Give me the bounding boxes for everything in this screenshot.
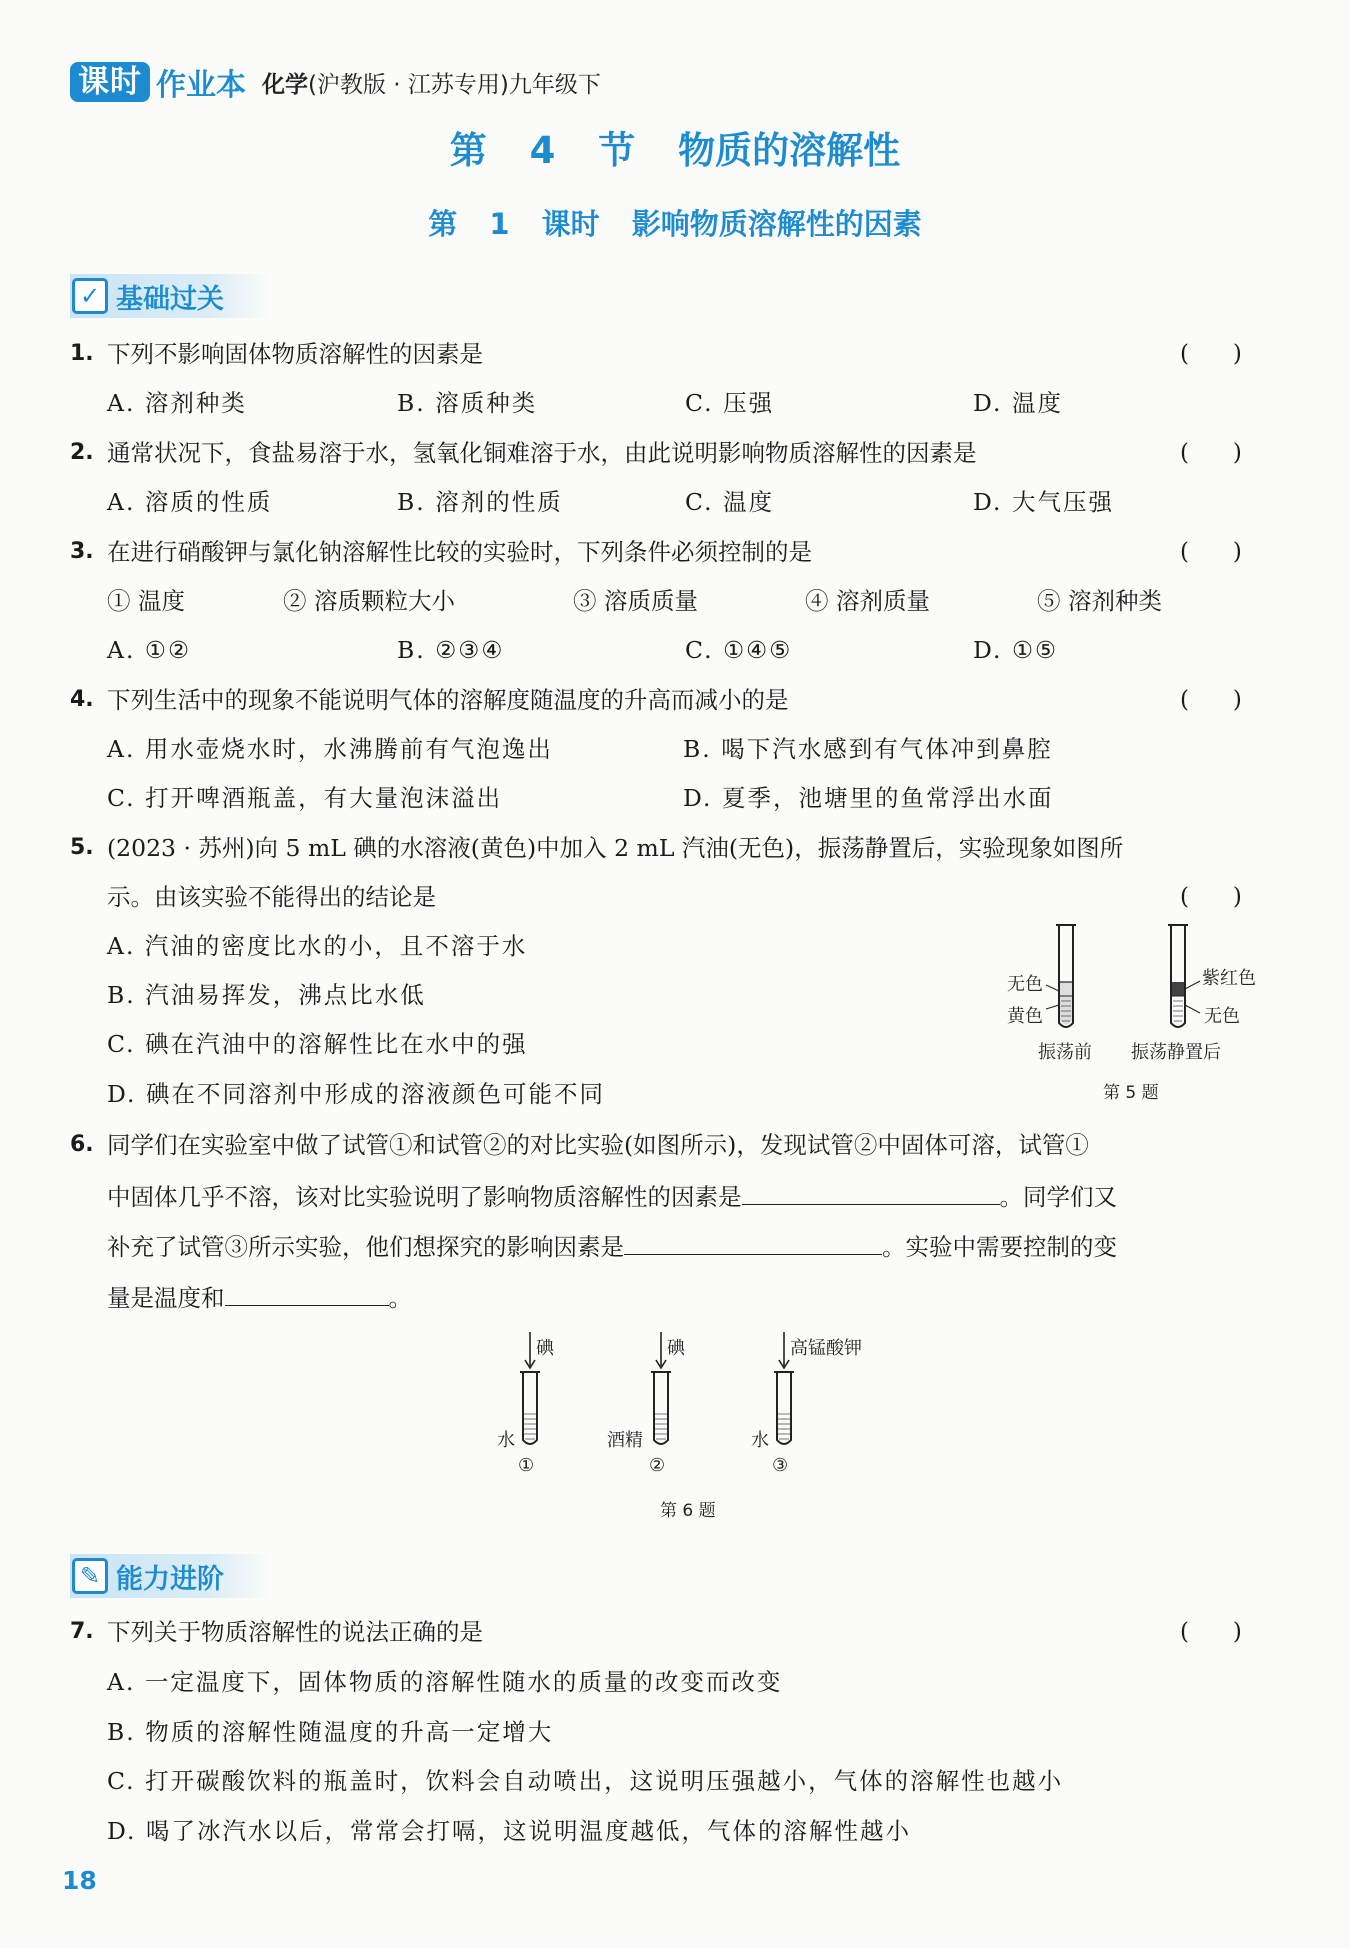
pencil-icon: ✎ <box>72 1558 108 1594</box>
logo-box: 课时 <box>70 62 150 102</box>
q6-line2-text: 中固体几乎不溶，该对比实验说明了影响物质溶解性的因素是 <box>107 1183 742 1211</box>
q6-line3-end: 。实验中需要控制的变 <box>882 1233 1117 1261</box>
q5-label-colorless-2: 无色 <box>1204 1006 1240 1027</box>
q4-number: 4. <box>70 687 94 712</box>
q6-line4-text: 量是温度和 <box>107 1284 225 1312</box>
q3-option-b: B. ②③④ <box>397 636 505 664</box>
q5-tube-before <box>1046 925 1076 1027</box>
q4-stem: 下列生活中的现象不能说明气体的溶解度随温度的升高而减小的是 <box>107 686 789 714</box>
q6-tube2-label: 碘 <box>667 1338 685 1359</box>
q6-line3 <box>107 1229 1117 1263</box>
q5-caption-before: 振荡前 <box>1038 1042 1092 1063</box>
q5-caption-after: 振荡静置后 <box>1131 1042 1221 1063</box>
section-title: 第 4 节 物质的溶解性 <box>449 129 901 172</box>
q3-item-1: ① 温度 <box>107 587 185 615</box>
q6-tube1-label: 碘 <box>536 1338 554 1359</box>
q5-stem-line1: (2023 · 苏州)向 5 mL 碘的水溶液(黄色)中加入 2 mL 汽油(无色)，振荡静置后，实验现象如图所 <box>107 834 1124 862</box>
q6-blank-1[interactable] <box>742 1179 1000 1205</box>
q6-line2-end: 。同学们又 <box>999 1183 1117 1211</box>
q1-option-b: B. 溶质种类 <box>397 389 538 417</box>
banner-basic-label: 基础过关 <box>116 283 224 315</box>
page-number: 18 <box>62 1866 97 1895</box>
q3-item-4: ④ 溶剂质量 <box>805 587 930 615</box>
q6-tube1-number: ① <box>518 1455 535 1476</box>
q1-option-d: D. 温度 <box>973 389 1063 417</box>
q6-line4 <box>107 1280 412 1314</box>
q1-option-a: A. 溶剂种类 <box>107 389 247 417</box>
banner-advanced-label: 能力进阶 <box>116 1563 224 1595</box>
q3-option-a: A. ①② <box>107 636 192 664</box>
q4-option-b: B. 喝下汽水感到有气体冲到鼻腔 <box>683 735 1053 763</box>
logo-text: 作业本 <box>156 68 246 103</box>
subject-bold: 化学 <box>262 71 308 98</box>
q4-option-c: C. 打开啤酒瓶盖，有大量泡沫溢出 <box>107 784 503 812</box>
subject-rest: (沪教版 · 江苏专用)九年级下 <box>308 71 601 98</box>
q5-figure-caption: 第 5 题 <box>1103 1083 1159 1103</box>
q6-tube3-solvent: 水 <box>751 1430 769 1451</box>
q6-number: 6. <box>70 1132 94 1157</box>
q3-option-c: C. ①④⑤ <box>685 636 793 664</box>
q5-stem-line2: 示。由该实验不能得出的结论是 <box>107 883 436 911</box>
lesson-title: 第 1 课时 影响物质溶解性的因素 <box>428 207 922 241</box>
q6-tube1-solvent: 水 <box>497 1430 515 1451</box>
q2-option-d: D. 大气压强 <box>973 488 1114 516</box>
q2-answer-paren: ( ) <box>1180 440 1242 466</box>
q5-option-c: C. 碘在汽油中的溶解性比在水中的强 <box>107 1030 528 1058</box>
q4-option-d: D. 夏季，池塘里的鱼常浮出水面 <box>683 784 1054 812</box>
banner-basic <box>70 274 270 318</box>
page-header <box>70 60 601 104</box>
q1-stem: 下列不影响固体物质溶解性的因素是 <box>107 340 483 368</box>
q4-option-a: A. 用水壶烧水时，水沸腾前有气泡逸出 <box>107 735 553 763</box>
q2-option-c: C. 温度 <box>685 488 775 516</box>
q6-tube3-number: ③ <box>772 1455 789 1476</box>
q7-stem: 下列关于物质溶解性的说法正确的是 <box>107 1618 483 1646</box>
q3-option-d: D. ①⑤ <box>973 636 1059 664</box>
q1-option-c: C. 压强 <box>685 389 775 417</box>
q5-option-b: B. 汽油易挥发，沸点比水低 <box>107 981 426 1009</box>
q7-option-c: C. 打开碳酸饮料的瓶盖时，饮料会自动喷出，这说明压强越小，气体的溶解性也越小 <box>107 1767 1064 1795</box>
q5-label-colorless: 无色 <box>1007 974 1043 995</box>
q6-tube3-label: 高锰酸钾 <box>790 1338 862 1359</box>
checkmark-icon: ✓ <box>72 278 108 314</box>
q2-stem: 通常状况下，食盐易溶于水，氢氧化铜难溶于水，由此说明影响物质溶解性的因素是 <box>107 439 977 467</box>
q6-line3-text: 补充了试管③所示实验，他们想探究的影响因素是 <box>107 1233 624 1261</box>
q7-number: 7. <box>70 1619 94 1644</box>
q5-option-d: D. 碘在不同溶剂中形成的溶液颜色可能不同 <box>107 1080 605 1108</box>
q6-tube2-number: ② <box>649 1455 666 1476</box>
q3-item-5: ⑤ 溶剂种类 <box>1037 587 1162 615</box>
q6-line1: 同学们在实验室中做了试管①和试管②的对比实验(如图所示)，发现试管②中固体可溶，试管① <box>107 1131 1089 1159</box>
q3-item-3: ③ 溶质质量 <box>573 587 698 615</box>
q6-tube2-solvent: 酒精 <box>607 1430 643 1451</box>
q6-line2 <box>107 1179 1117 1213</box>
q2-option-b: B. 溶剂的性质 <box>397 488 563 516</box>
banner-advanced <box>70 1554 270 1598</box>
q3-stem: 在进行硝酸钾与氯化钠溶解性比较的实验时，下列条件必须控制的是 <box>107 538 812 566</box>
q6-blank-2[interactable] <box>624 1229 882 1255</box>
q5-option-a: A. 汽油的密度比水的小，且不溶于水 <box>107 932 528 960</box>
q3-item-2: ② 溶质颗粒大小 <box>283 587 455 615</box>
q7-option-b: B. 物质的溶解性随温度的升高一定增大 <box>107 1718 554 1746</box>
q3-number: 3. <box>70 539 94 564</box>
q7-option-d: D. 喝了冰汽水以后，常常会打嗝，这说明温度越低，气体的溶解性越小 <box>107 1817 911 1845</box>
q5-label-purple: 紫红色 <box>1202 968 1256 989</box>
q2-option-a: A. 溶质的性质 <box>107 488 273 516</box>
q6-figure-caption: 第 6 题 <box>660 1501 716 1521</box>
q3-answer-paren: ( ) <box>1180 539 1242 565</box>
q5-label-yellow: 黄色 <box>1007 1006 1043 1027</box>
q5-tube-after <box>1168 925 1200 1027</box>
q1-answer-paren: ( ) <box>1180 341 1242 367</box>
q5-answer-paren: ( ) <box>1180 884 1242 910</box>
q6-blank-3[interactable] <box>225 1280 389 1306</box>
q7-answer-paren: ( ) <box>1180 1619 1242 1645</box>
q2-number: 2. <box>70 440 94 465</box>
q7-option-a: A. 一定温度下，固体物质的溶解性随水的质量的改变而改变 <box>107 1668 783 1696</box>
q6-line4-end: 。 <box>388 1284 412 1312</box>
q5-number: 5. <box>70 835 94 860</box>
q1-number: 1. <box>70 341 94 366</box>
q4-answer-paren: ( ) <box>1180 687 1242 713</box>
subject-label <box>262 66 601 99</box>
